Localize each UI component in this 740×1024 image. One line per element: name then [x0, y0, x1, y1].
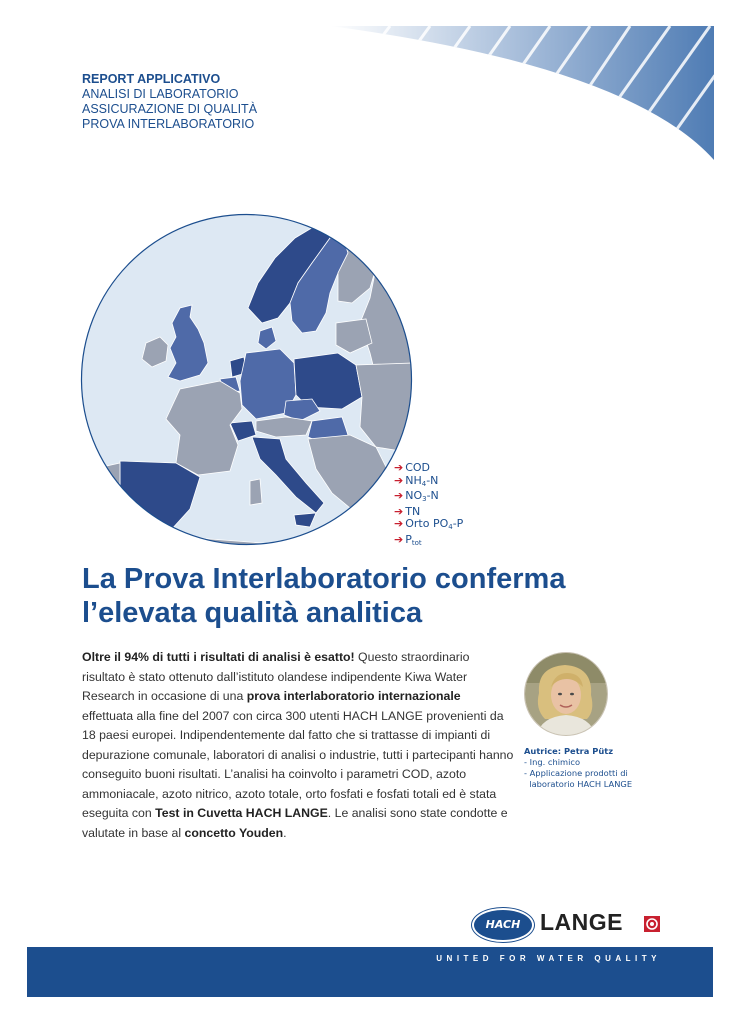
title-line-1: La Prova Interlaboratorio conferma — [82, 563, 566, 595]
report-line-1: ANALISI DI LABORATORIO — [82, 87, 239, 101]
lange-wordmark: LANGE — [540, 909, 623, 935]
report-line-3: PROVA INTERLABORATORIO — [82, 117, 255, 131]
hach-lange-logo — [472, 906, 672, 940]
legend-item-no3: ➔ $NO_3-N$ — [394, 489, 439, 503]
report-line-2: ASSICURAZIONE DI QUALITÀ — [82, 102, 258, 116]
legend-item-cod: ➔ COD — [394, 461, 431, 474]
arrow-icon: ➔ — [394, 504, 404, 518]
lead-sentence: Oltre il 94% di tutti i risultati di analisi è esatto! — [82, 650, 355, 664]
legend-item-nh4: ➔ $NH_4-N$ — [394, 473, 439, 488]
europe-map — [80, 213, 413, 546]
legend-item-ptot: ➔ $P_{tot}$ — [394, 532, 422, 547]
hach-logo: HACH — [472, 908, 534, 942]
arrow-icon: ➔ — [394, 517, 404, 530]
author-line-3: laboratorio HACH LANGE — [524, 779, 633, 789]
author-line-2: - Applicazione prodotti di — [524, 768, 628, 778]
footer-bar — [27, 947, 713, 997]
author-line-1: - Ing. chimico — [524, 757, 581, 767]
legend-item-po4: ➔ Orto $PO_4-P$ — [394, 517, 464, 531]
title-line-2: l’elevata qualità analitica — [82, 597, 423, 629]
author-photo — [524, 652, 608, 736]
page-title — [82, 562, 682, 630]
lange-mark-icon — [644, 916, 660, 932]
country-france — [166, 381, 242, 475]
report-kicker: REPORT APPLICATIVO — [82, 72, 221, 86]
article-body: Oltre il 94% di tutti i risultati di analisi è esatto! Questo straordinario risultato è stato ottenuto dall’istituto olandese indipendente Kiwa Water Research in occasione di una prova interlaboratorio internazionale effettuata alla fine del 2007 con circa 300 utenti HACH LANGE provenienti da 18 paesi europei. Indipendentemente dal fatto che si trattasse di impianti di depurazione comunale, laboratori di analisi o industrie, tutti i partecipanti hanno conseguito buoni risultati. L’analisi ha coinvolto i parametri COD, azoto ammoniacale, azoto nitrico, azoto totale, orto fosfati e fosfati totali ed è stata eseguita con Test in Cuvetta HACH LANGE. Le analisi sono state condotte e valutate in base al concetto Youden. — [82, 650, 514, 840]
author-info — [524, 746, 632, 790]
country-sardinia — [250, 479, 262, 505]
arrow-icon: ➔ — [394, 532, 404, 546]
arrow-icon: ➔ — [394, 489, 404, 502]
report-header — [82, 72, 257, 132]
arrow-icon: ➔ — [394, 473, 404, 487]
parameter-legend — [394, 462, 463, 549]
corner-stripe-graphic — [330, 26, 714, 160]
legend-item-tn: ➔ TN — [394, 504, 421, 518]
arrow-icon: ➔ — [394, 461, 404, 474]
author-name: Autrice: Petra Pütz — [524, 746, 614, 756]
country-portugal — [100, 463, 120, 513]
tagline: UNITED FOR WATER QUALITY — [436, 954, 661, 963]
